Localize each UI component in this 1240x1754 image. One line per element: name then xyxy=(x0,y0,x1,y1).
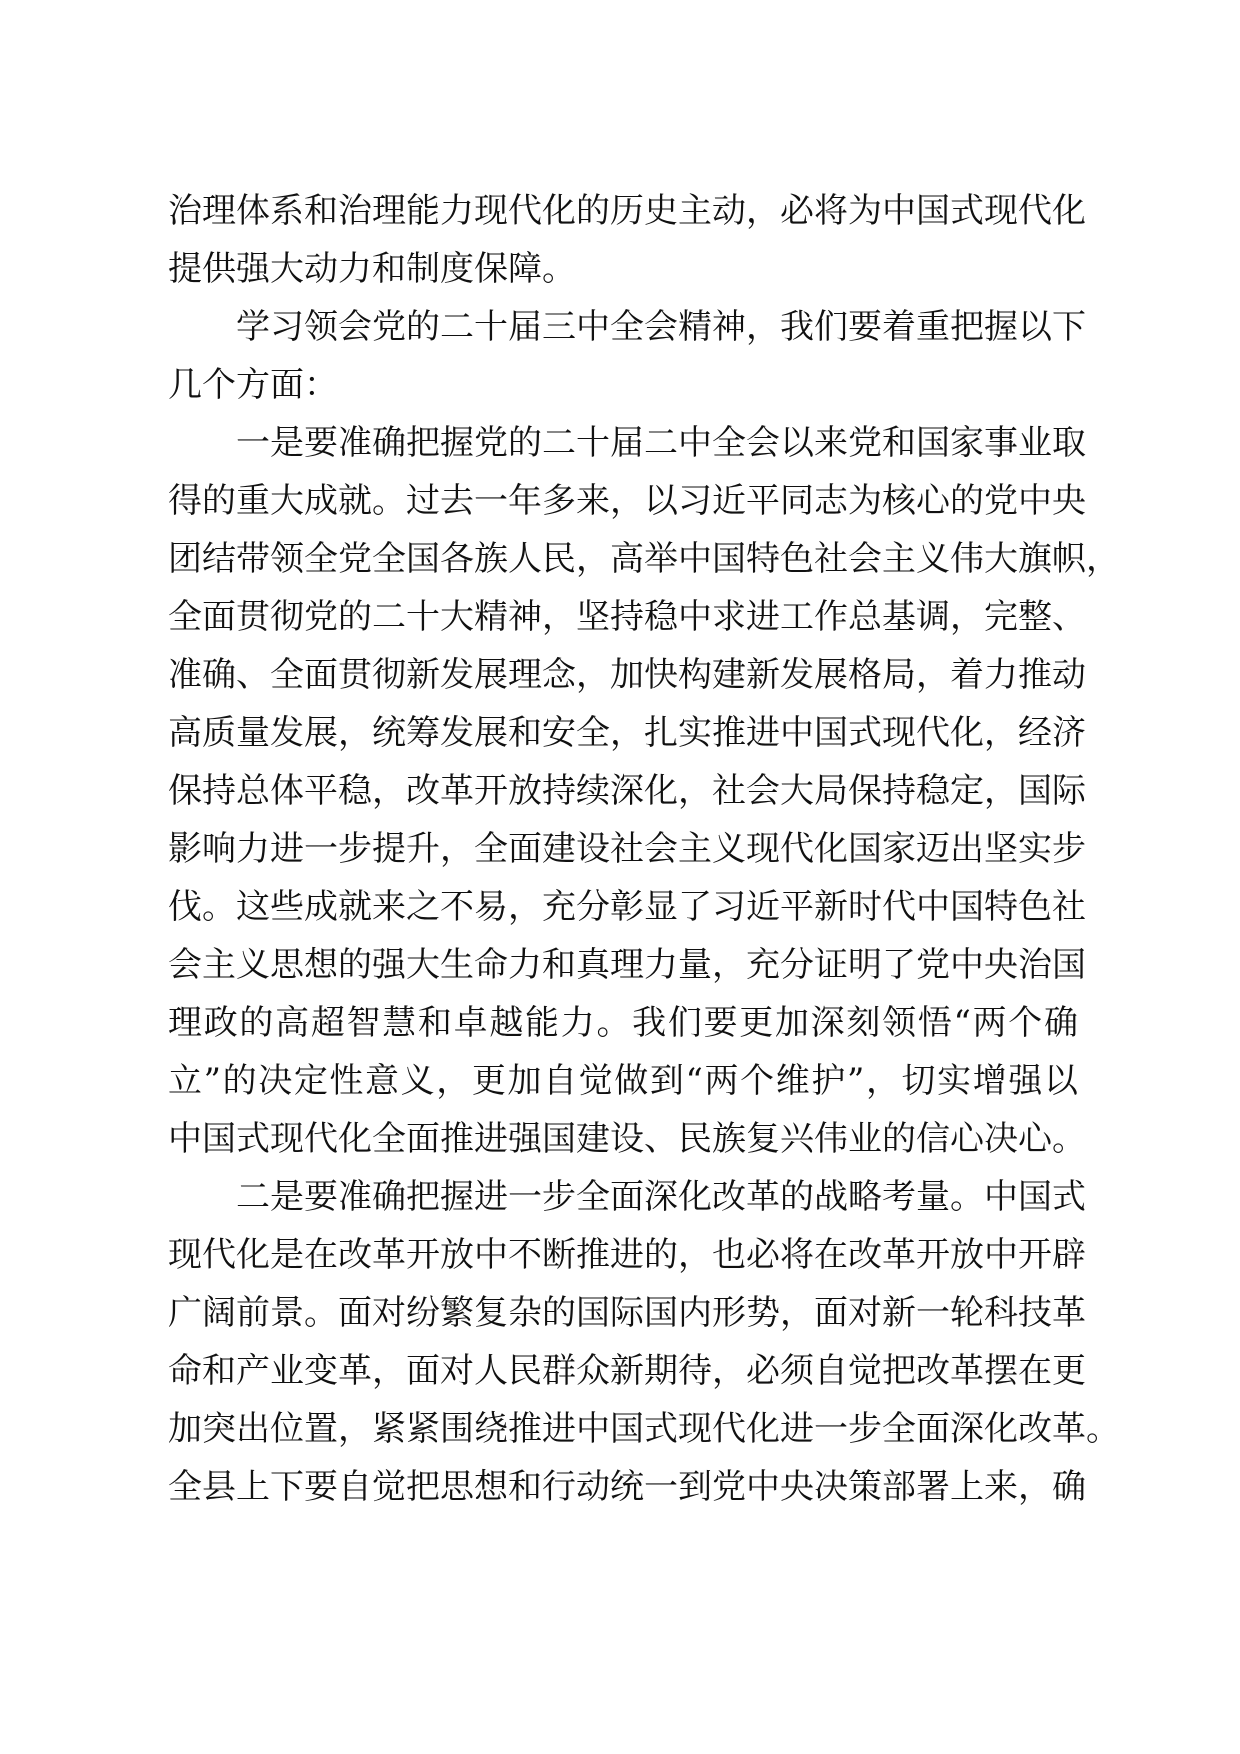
text-line: 理政的高超智慧和卓越能力。我们要更加深刻领悟“两个确 xyxy=(168,1003,1078,1043)
text-line: 中国式现代化全面推进强国建设、民族复兴伟业的信心决心。 xyxy=(168,1119,1086,1159)
text-line: 几个方面： xyxy=(168,365,338,405)
text-line: 团结带领全党全国各族人民，高举中国特色社会主义伟大旗帜， xyxy=(168,539,1120,579)
document-body xyxy=(168,182,1120,1516)
text-line: 得的重大成就。过去一年多来，以习近平同志为核心的党中央 xyxy=(168,481,1086,521)
text-line: 伐。这些成就来之不易，充分彰显了习近平新时代中国特色社 xyxy=(168,887,1086,927)
text-line: 立”的决定性意义，更加自觉做到“两个维护”，切实增强以 xyxy=(168,1061,1078,1101)
text-line: 全县上下要自觉把思想和行动统一到党中央决策部署上来，确 xyxy=(168,1467,1086,1507)
text-line: 命和产业变革，面对人民群众新期待，必须自觉把改革摆在更 xyxy=(168,1351,1086,1391)
text-line: 影响力进一步提升，全面建设社会主义现代化国家迈出坚实步 xyxy=(168,829,1086,869)
text-line: 现代化是在改革开放中不断推进的，也必将在改革开放中开辟 xyxy=(168,1235,1086,1275)
text-line: 高质量发展，统筹发展和安全，扎实推进中国式现代化，经济 xyxy=(168,713,1086,753)
paragraph xyxy=(168,298,1086,414)
text-line: 治理体系和治理能力现代化的历史主动，必将为中国式现代化 xyxy=(168,191,1086,231)
text-line: 学习领会党的二十届三中全会精神，我们要着重把握以下 xyxy=(236,307,1086,347)
paragraph xyxy=(168,1168,1120,1516)
text-line: 一是要准确把握党的二十届二中全会以来党和国家事业取 xyxy=(236,423,1086,463)
text-line: 提供强大动力和制度保障。 xyxy=(168,249,576,289)
text-line: 二是要准确把握进一步全面深化改革的战略考量。中国式 xyxy=(236,1177,1086,1217)
paragraph xyxy=(168,182,1086,298)
text-line: 准确、全面贯彻新发展理念，加快构建新发展格局，着力推动 xyxy=(168,655,1086,695)
text-line: 会主义思想的强大生命力和真理力量，充分证明了党中央治国 xyxy=(168,945,1086,985)
text-line: 广阔前景。面对纷繁复杂的国际国内形势，面对新一轮科技革 xyxy=(168,1293,1086,1333)
text-line: 保持总体平稳，改革开放持续深化，社会大局保持稳定，国际 xyxy=(168,771,1086,811)
paragraph xyxy=(168,414,1120,1168)
text-line: 全面贯彻党的二十大精神，坚持稳中求进工作总基调，完整、 xyxy=(168,597,1086,637)
text-line: 加突出位置，紧紧围绕推进中国式现代化进一步全面深化改革。 xyxy=(168,1409,1120,1449)
